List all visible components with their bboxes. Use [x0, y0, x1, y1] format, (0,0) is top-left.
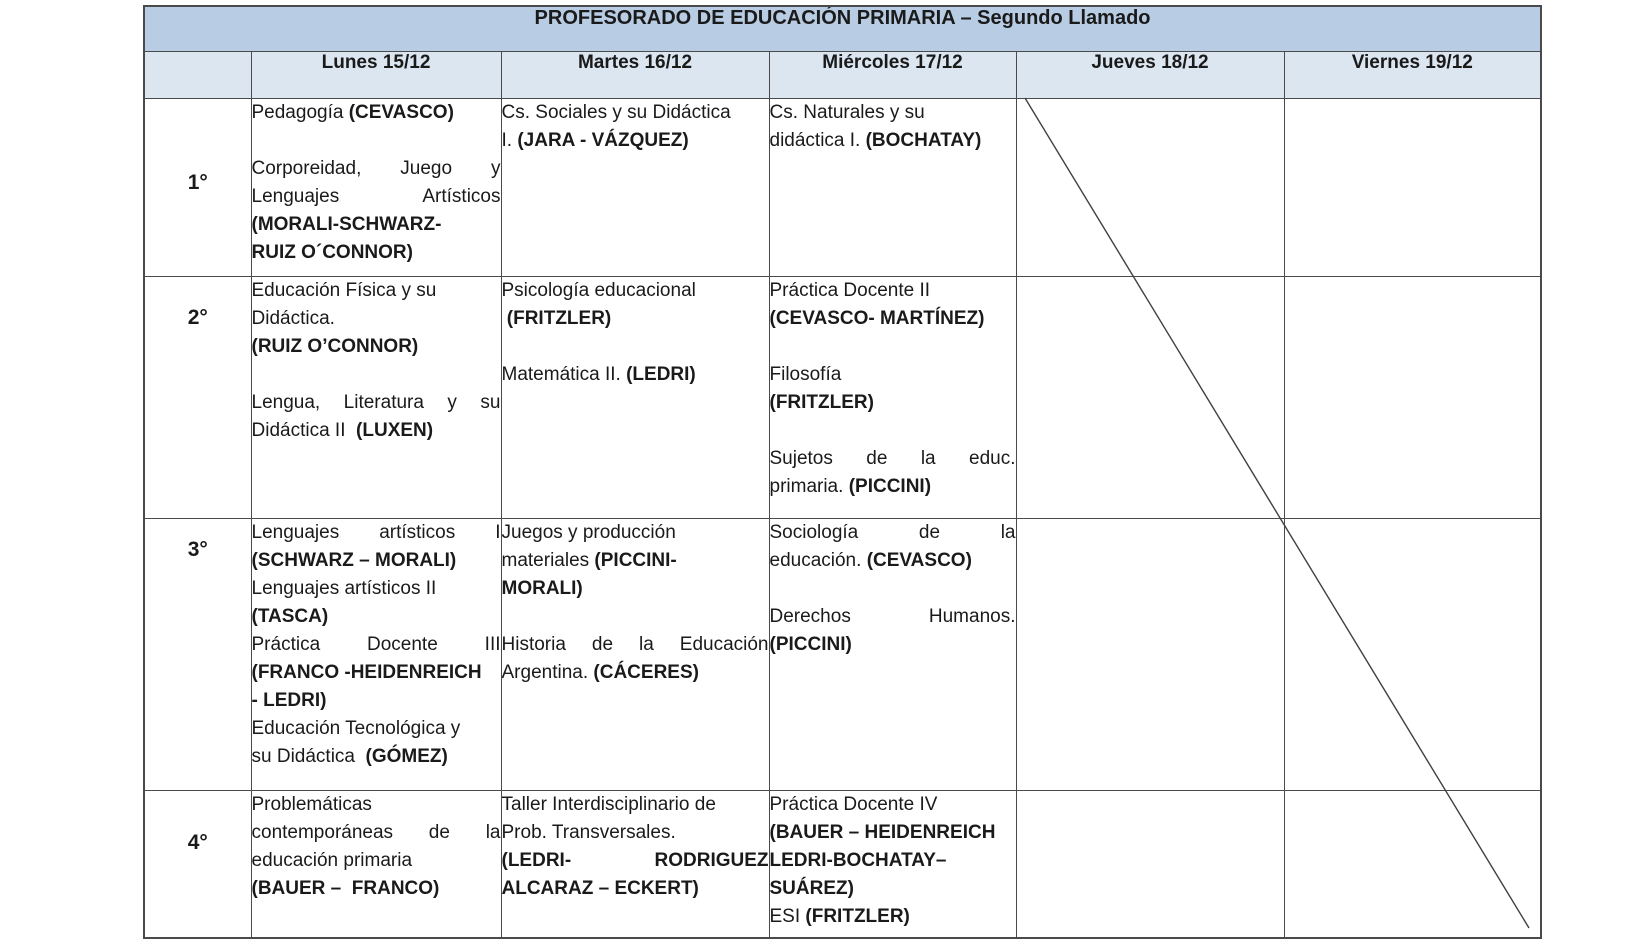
cell-1-lunes [251, 99, 501, 277]
cell-line: Práctica Docente II [769, 280, 931, 301]
cell-line: Lenguajes artísticos II [251, 578, 437, 599]
corner-header-cell [144, 52, 251, 99]
cell-line: primaria. (PICCINI) [769, 476, 932, 497]
cell-line: SUÁREZ) [769, 878, 854, 899]
cell-line: Práctica Docente III [251, 634, 501, 655]
page-title: PROFESORADO DE EDUCACIÓN PRIMARIA – Segundo Llamado [144, 6, 1541, 52]
cell-3-lunes [251, 519, 501, 791]
cell-line: Psicología educacional [501, 280, 696, 301]
cell-4-martes [501, 791, 769, 938]
year-label-2: 2° [144, 277, 251, 519]
cell-line: Educación Física y su [251, 280, 437, 301]
cell-2-martes [501, 277, 769, 519]
cell-1-viernes [1284, 99, 1541, 277]
cell-line: ALCARAZ – ECKERT) [501, 878, 699, 899]
schedule-table [143, 5, 1542, 939]
row-year-4 [144, 791, 1541, 938]
cell-2-miercoles [769, 277, 1016, 519]
cell-line: Problemáticas [251, 794, 372, 815]
cell-line: (CEVASCO- MARTÍNEZ) [769, 308, 985, 329]
cell-line: didáctica I. (BOCHATAY) [769, 130, 982, 151]
cell-line: (SCHWARZ – MORALI) [251, 550, 457, 571]
cell-line: (MORALI-SCHWARZ- [251, 214, 442, 235]
cell-4-viernes [1284, 791, 1541, 938]
cell-3-martes [501, 519, 769, 791]
cell-line: - LEDRI) [251, 690, 327, 711]
row-year-2 [144, 277, 1541, 519]
exam-schedule-table [143, 5, 1540, 934]
cell-2-lunes [251, 277, 501, 519]
cell-3-viernes [1284, 519, 1541, 791]
cell-line: (PICCINI) [769, 634, 852, 655]
cell-line: educación primaria [251, 850, 413, 871]
cell-line [252, 127, 501, 155]
cell-line: Lenguajes artísticos I [251, 522, 501, 543]
title-row [144, 6, 1541, 52]
cell-line: Lenguajes Artísticos [251, 186, 501, 207]
cell-line: (BAUER – HEIDENREICH [769, 822, 996, 843]
cell-line: (LEDRI- RODRIGUEZ [501, 850, 769, 871]
cell-line: MORALI) [501, 578, 583, 599]
cell-line: educación. (CEVASCO) [769, 550, 972, 571]
cell-line: Práctica Docente IV [769, 794, 938, 815]
cell-line [770, 417, 1016, 445]
cell-line: Prob. Transversales. [501, 822, 676, 843]
cell-4-lunes [251, 791, 501, 938]
cell-line: materiales (PICCINI- [501, 550, 677, 571]
header-viernes: Viernes 19/12 [1284, 52, 1541, 99]
cell-line: ESI (FRITZLER) [769, 906, 910, 927]
cell-line [770, 333, 1016, 361]
row-year-3 [144, 519, 1541, 791]
cell-line: (RUIZ O’CONNOR) [251, 336, 419, 357]
cell-line [252, 361, 501, 389]
cell-line: Historia de la Educación [501, 634, 769, 655]
cell-1-martes [501, 99, 769, 277]
cell-line [770, 575, 1016, 603]
day-header-row [144, 52, 1541, 99]
cell-line [502, 603, 769, 631]
cell-2-viernes [1284, 277, 1541, 519]
cell-1-miercoles [769, 99, 1016, 277]
cell-3-miercoles [769, 519, 1016, 791]
cell-line: Lengua, Literatura y su [251, 392, 501, 413]
cell-line: LEDRI-BOCHATAY– [769, 850, 947, 871]
cell-line: Cs. Naturales y su [769, 102, 925, 123]
cell-line: (BAUER – FRANCO) [251, 878, 440, 899]
year-label-1: 1° [144, 99, 251, 277]
cell-line: (TASCA) [251, 606, 329, 627]
cell-line: Derechos Humanos. [769, 606, 1016, 627]
cell-line: Matemática II. (LEDRI) [501, 364, 696, 385]
cell-line: su Didáctica (GÓMEZ) [251, 746, 448, 767]
header-miercoles: Miércoles 17/12 [769, 52, 1016, 99]
cell-2-jueves [1016, 277, 1284, 519]
cell-line: Corporeidad, Juego y [251, 158, 501, 179]
cell-3-jueves [1016, 519, 1284, 791]
cell-4-miercoles [769, 791, 1016, 938]
cell-line: Argentina. (CÁCERES) [501, 662, 699, 683]
row-year-1 [144, 99, 1541, 277]
cell-line: Sociología de la [769, 522, 1016, 543]
cell-line: Cs. Sociales y su Didáctica [501, 102, 731, 123]
cell-line: Didáctica. [251, 308, 335, 329]
cell-line [502, 333, 769, 361]
cell-line: Didáctica II (LUXEN) [251, 420, 434, 441]
cell-line: Filosofía [769, 364, 842, 385]
cell-line: (FRANCO -HEIDENREICH [251, 662, 482, 683]
cell-line: (FRITZLER) [501, 308, 612, 329]
cell-line: Juegos y producción [501, 522, 676, 543]
cell-line: Educación Tecnológica y [251, 718, 461, 739]
header-martes: Martes 16/12 [501, 52, 769, 99]
cell-line: contemporáneas de la [251, 822, 501, 843]
header-jueves: Jueves 18/12 [1016, 52, 1284, 99]
cell-1-jueves [1016, 99, 1284, 277]
year-label-4: 4° [144, 791, 251, 938]
year-label-3: 3° [144, 519, 251, 791]
cell-line: (FRITZLER) [769, 392, 874, 413]
cell-line: Pedagogía (CEVASCO) [251, 102, 454, 123]
cell-line: I. (JARA - VÁZQUEZ) [501, 130, 689, 151]
cell-line: RUIZ O´CONNOR) [251, 242, 413, 263]
cell-line: Sujetos de la educ. [769, 448, 1016, 469]
cell-4-jueves [1016, 791, 1284, 938]
header-lunes: Lunes 15/12 [251, 52, 501, 99]
cell-line: Taller Interdisciplinario de [501, 794, 716, 815]
